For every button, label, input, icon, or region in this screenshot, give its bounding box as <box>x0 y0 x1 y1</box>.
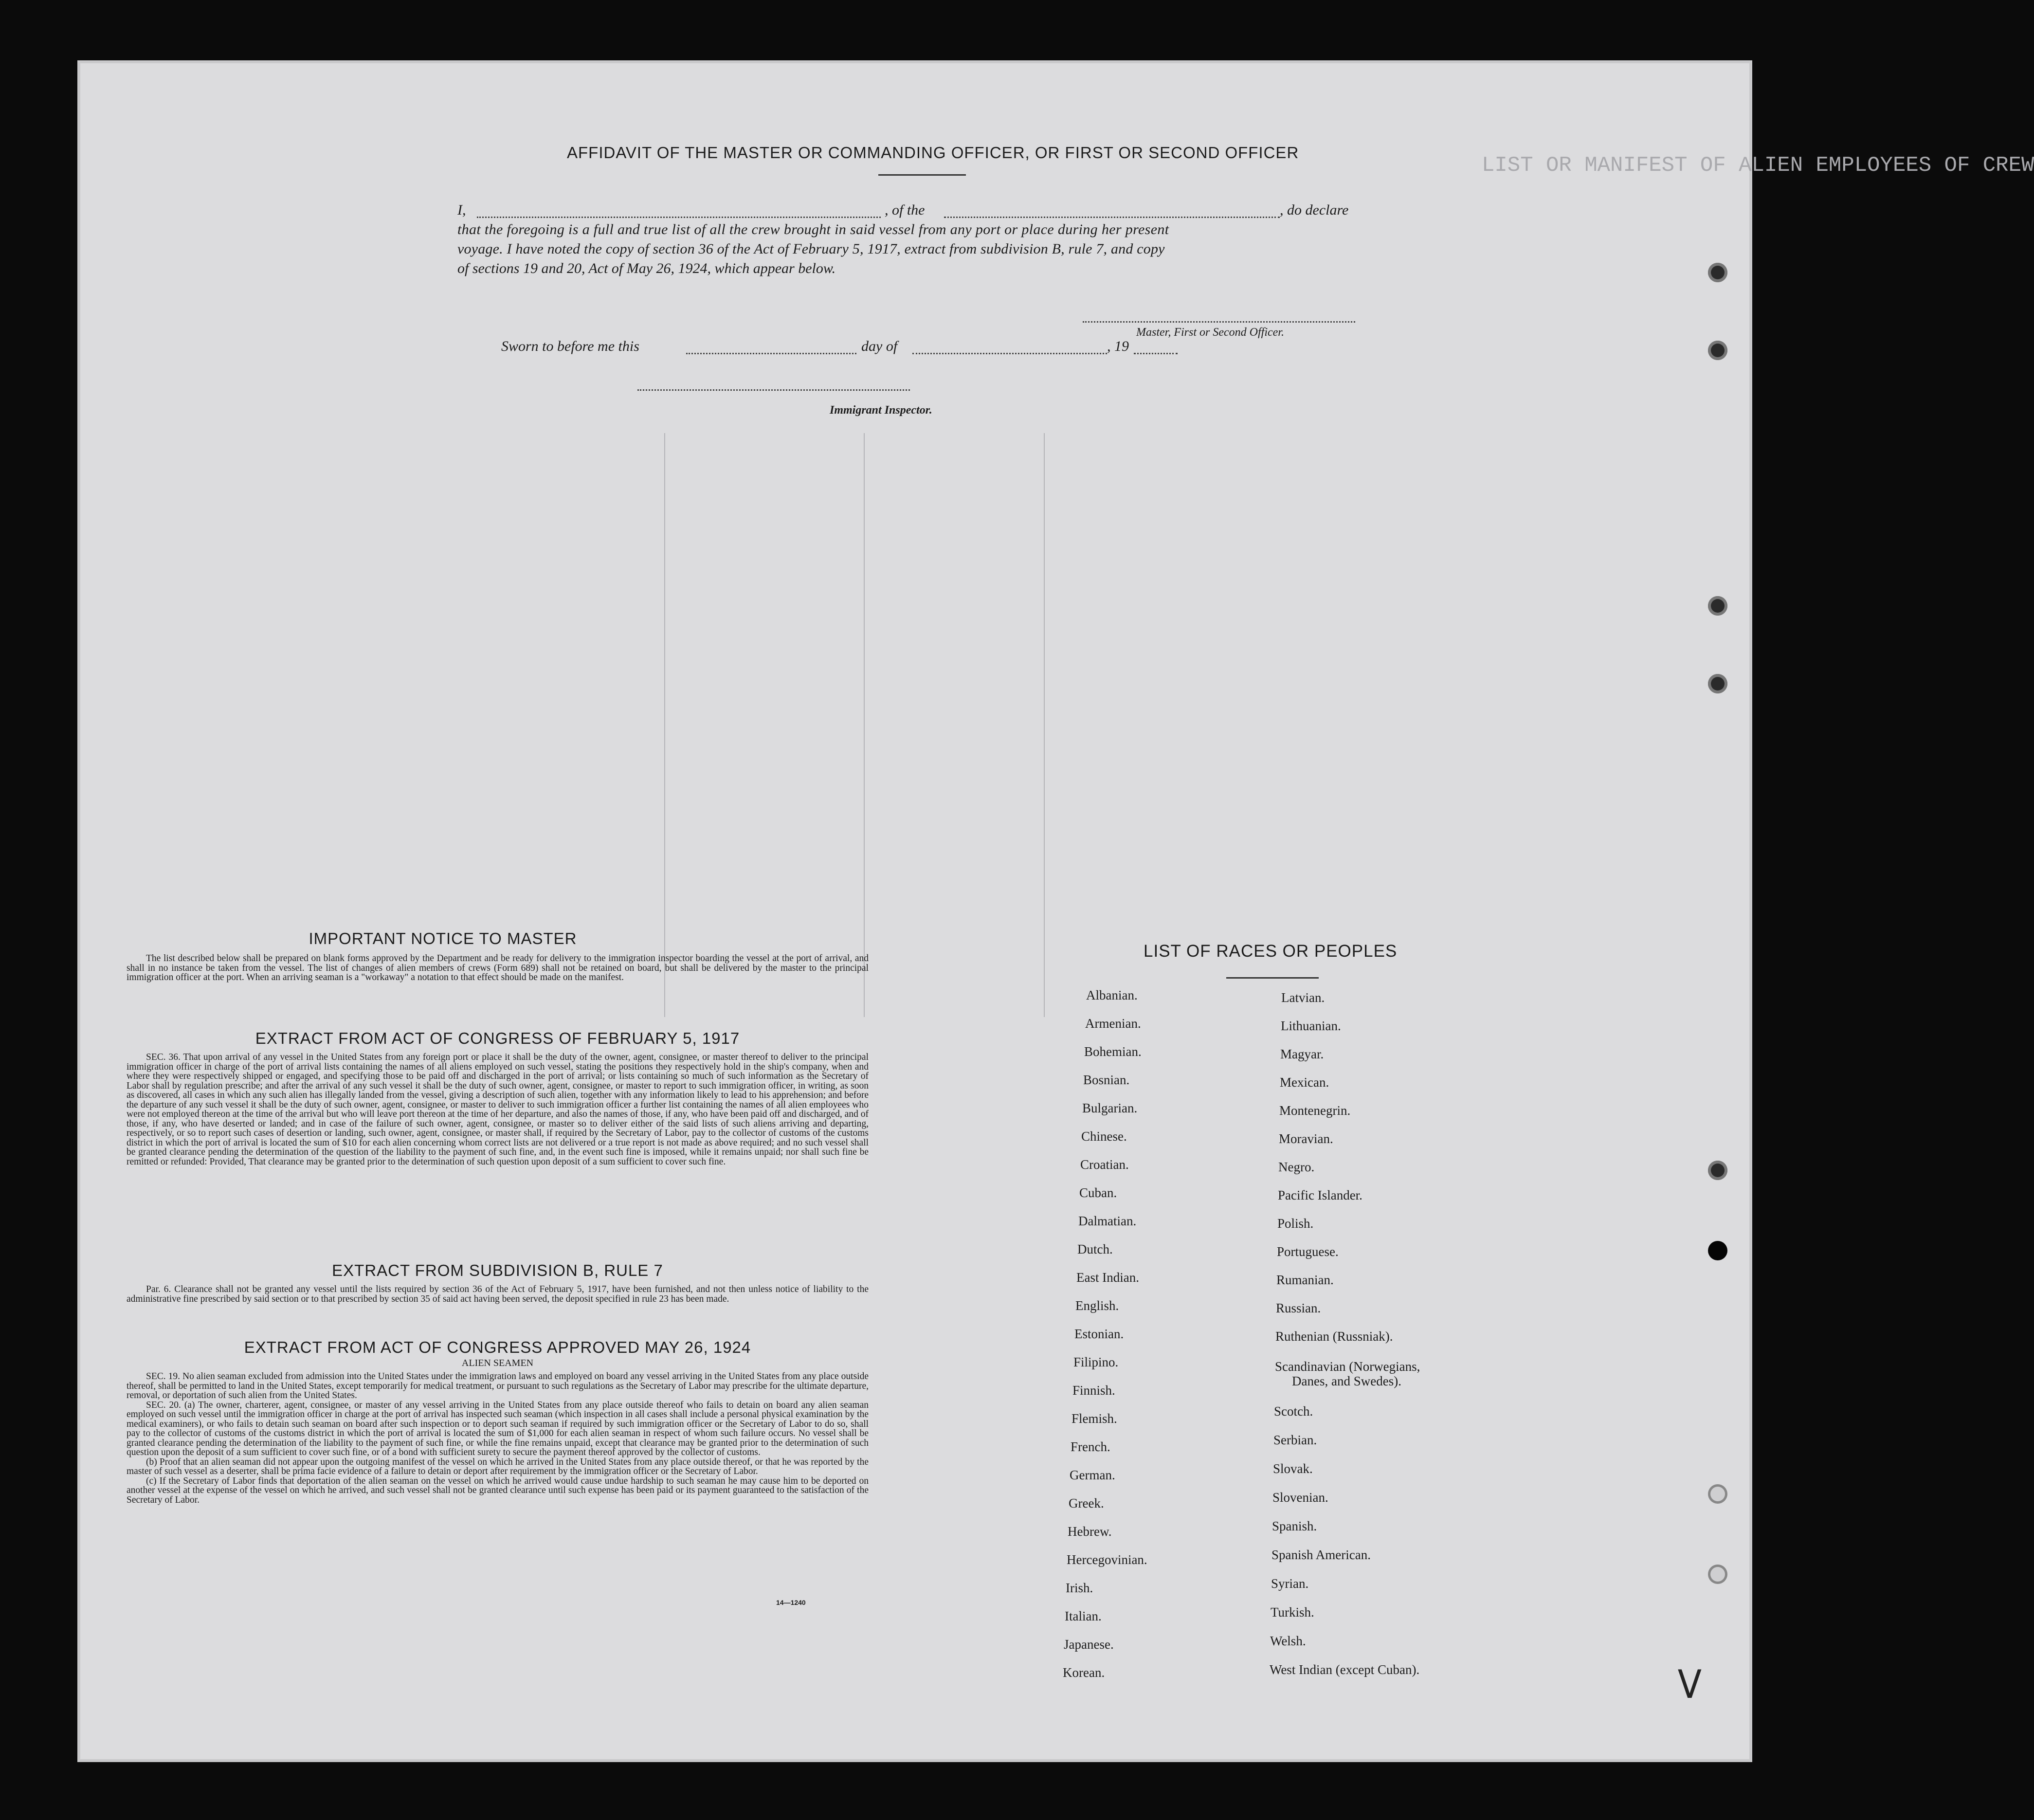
race-item: German. <box>1070 1468 1115 1482</box>
section-20b-paragraph: (b) Proof that an alien seaman did not appear upon the outgoing manifest of the vessel on which he arrived in the United States from any place outside thereof, or that he was reported by the master of such vessel as a deserter, shall be prima facie evidence of a failure to detain or deport after requirement by the immigration officer or the Secretary of Labor. <box>127 1456 869 1476</box>
race-item: Danes, and Swedes). <box>1292 1374 1401 1388</box>
punch-hole <box>1708 674 1727 693</box>
punch-hole <box>1708 263 1727 282</box>
race-item: Rumanian. <box>1276 1273 1334 1287</box>
year-prefix-text: , 19 <box>1107 338 1129 354</box>
race-item: Flemish. <box>1071 1411 1117 1426</box>
race-item: Pacific Islander. <box>1278 1188 1362 1202</box>
race-item: Finnish. <box>1072 1383 1115 1398</box>
master-signature-label: Master, First or Second Officer. <box>1136 326 1284 339</box>
extract-1917-section <box>127 1029 869 1166</box>
race-item: Albanian. <box>1086 988 1138 1002</box>
race-item: Dalmatian. <box>1078 1214 1137 1228</box>
race-item: Bohemian. <box>1084 1044 1142 1059</box>
affidavit-title-rule <box>878 174 966 176</box>
form-number: 14—1240 <box>776 1599 806 1606</box>
race-item: Hercegovinian. <box>1067 1552 1147 1567</box>
punch-hole <box>1708 1241 1727 1260</box>
section-20a-paragraph: SEC. 20. (a) The owner, charterer, agent, consignee, or master of any vessel arriving in the United States from any place outside thereof who fails to detain on board any alien seaman employed on such vessel until the immigration officer in charge at the port of arrival has inspected such seaman (which inspection in all cases shall include a personal physical examination by the medical examiners), or who fails to detain such seaman on board after such inspection or to deport such seaman if required by such immigration officer or the Secretary of Labor to do so, shall pay to the collector of customs of the customs district in which the port of arrival is located the sum of $1,000 for each alien seaman in respect of whom such failure occurs. No vessel shall be granted clearance pending the determination of the liability to the payment of such fine, or while the fine remains unpaid, except that clearance may be granted prior to the determination of such question upon the deposit of a sum sufficient to cover such fine, or of a bond with sufficient surety to secure the payment thereof approved by the collector of customs. <box>127 1400 869 1457</box>
race-item: Magyar. <box>1280 1047 1324 1061</box>
affidavit-line-2: that the foregoing is a full and true list of all the crew brought in said vessel from any port or place during her present <box>457 221 1169 237</box>
race-item: Dutch. <box>1077 1242 1113 1256</box>
notice-title: IMPORTANT NOTICE TO MASTER <box>309 929 577 947</box>
race-item: Moravian. <box>1279 1131 1333 1146</box>
section-36-paragraph: SEC. 36. That upon arrival of any vessel in the United States from any foreign port or place it shall be the duty of the owner, agent, consignee, or master thereof to deliver to the principal immigration officer in charge of the port of arrival lists containing the names of all aliens employed on such vessel, stating the positions they respectively hold in the ship's company, when and where they were respectively shipped or engaged, and specifying those to be paid off and discharged in the port of arrival; or lists containing so much of such information as the Secretary of Labor shall by regulation prescribe; and after the arrival of any such vessel it shall be the duty of such owner, agent, consignee, or master to report to such immigration officer, in writing, as soon as discovered, all cases in which any such alien has illegally landed from the vessel, giving a description of such alien, together with any information likely to lead to his apprehension; and before the departure of any such vessel it shall be the duty of such owner, agent, consignee, or master to deliver to such immigration officer a further list containing the names of all alien employees who were not employed thereon at the time of the arrival but who will leave port thereon at the time of her departure, and also the names of those, if any, who have been paid off and discharged, and of those, if any, who have deserted or landed; and in case of the failure of such owner, agent, consignee, or master so to deliver either of the said lists of such aliens arriving and departing, respectively, or so to report such cases of desertion or landing, such owner, agent, consignee, or master shall, if required by the Secretary of Labor, pay to the collector of customs of the customs district in which the port of arrival is located the sum of $10 for each alien concerning whom correct lists are not delivered or a true report is not made as above required; and no such vessel shall be granted clearance pending the determination of the question of the liability to the payment of such fine, and, in the event such fine is imposed, while it remains unpaid; nor shall such fine be remitted or refunded: Provided, That clearance may be granted prior to the determination of such question upon deposit of a sum sufficient to cover such fine. <box>127 1052 869 1167</box>
extract-1917-title: EXTRACT FROM ACT OF CONGRESS OF FEBRUARY 5, 1917 <box>255 1029 740 1047</box>
race-item: Cuban. <box>1079 1185 1117 1200</box>
handwritten-check-mark: V <box>1677 1662 1702 1707</box>
race-item: Welsh. <box>1270 1634 1306 1648</box>
race-item: Scotch. <box>1274 1404 1313 1419</box>
race-item: Slovenian. <box>1272 1490 1328 1505</box>
race-item: Slovak. <box>1273 1461 1313 1476</box>
extract-rule7-section <box>127 1261 869 1304</box>
race-item: Japanese. <box>1064 1637 1114 1652</box>
rule7-paragraph: Par. 6. Clearance shall not be granted any vessel until the lists required by section 36 of the Act of February 5, 1917, have been furnished, and not then unless notice of liability to the administrative fine prescribed by said section or to that prescribed by section 35 of said act having been served, the deposit specified in rule 23 has been made. <box>127 1284 869 1304</box>
race-item: Russian. <box>1276 1301 1321 1315</box>
affidavit-line-4: of sections 19 and 20, Act of May 26, 1924, which appear below. <box>457 260 836 276</box>
races-title-rule <box>1226 977 1319 979</box>
race-item: Spanish. <box>1272 1519 1317 1533</box>
extract-rule7-text <box>127 1285 869 1304</box>
extract-1924-section <box>127 1338 869 1505</box>
extract-1917-text <box>127 1053 869 1166</box>
race-item: French. <box>1071 1439 1110 1454</box>
race-item: Greek. <box>1069 1496 1104 1511</box>
alien-seamen-subtitle: ALIEN SEAMEN <box>461 1358 534 1368</box>
race-item: Spanish American. <box>1271 1547 1371 1562</box>
affidavit-i: I, <box>457 202 466 218</box>
race-item: Syrian. <box>1271 1576 1309 1591</box>
race-item: Hebrew. <box>1068 1524 1112 1539</box>
bleed-through-column <box>1044 433 1045 1017</box>
race-item: Irish. <box>1066 1581 1093 1595</box>
race-item: Montenegrin. <box>1279 1103 1351 1118</box>
race-item: West Indian (except Cuban). <box>1270 1662 1420 1677</box>
notice-paragraph: The list described below shall be prepared on blank forms approved by the Department and be ready for delivery to the immigration inspector boarding the vessel at the port of arrival, and shall in no instance be taken from the vessel. The list of changes of alien members of crews (Form 689) shall not be retained on board, but shall be delivered by the master to the principal immigration officer at the port. When an arriving seaman is a "workaway" a notation to that effect should be made on the manifest. <box>127 953 869 983</box>
race-item: Portuguese. <box>1277 1244 1339 1259</box>
punch-hole <box>1708 1565 1727 1584</box>
affidavit-title: AFFIDAVIT OF THE MASTER OR COMMANDING OFFICER, OR FIRST OR SECOND OFFICER <box>567 144 1299 162</box>
section-20c-paragraph: (c) If the Secretary of Labor finds that deportation of the alien seaman on the vessel on which he arrived would cause undue hardship to such seaman he may cause him to be deported on another vessel at the expense of the vessel on which he arrived, and such vessel shall not be granted clearance until such expense has been paid or its payment guaranteed to the satisfaction of the Secretary of Labor. <box>127 1475 869 1505</box>
race-item: Bulgarian. <box>1082 1101 1138 1115</box>
document-page <box>80 63 2034 1759</box>
punch-hole <box>1708 596 1727 616</box>
notice-text <box>127 954 869 983</box>
punch-hole <box>1708 1161 1727 1180</box>
sworn-month-field[interactable] <box>912 353 1107 354</box>
inspector-label: Immigrant Inspector. <box>830 404 932 417</box>
race-item: Turkish. <box>1271 1605 1314 1620</box>
race-item: Italian. <box>1065 1609 1102 1623</box>
affidavit-of-the: , of the <box>885 202 925 218</box>
notice-section <box>127 929 869 983</box>
sworn-line <box>501 338 1231 358</box>
race-item: East Indian. <box>1076 1270 1139 1285</box>
affidavit-line-1 <box>457 202 1470 221</box>
race-item: Armenian. <box>1085 1016 1141 1031</box>
race-item: Polish. <box>1277 1216 1314 1231</box>
race-item: Scandinavian (Norwegians, <box>1275 1359 1420 1374</box>
section-19-paragraph: SEC. 19. No alien seaman excluded from admission into the United States under the immigration laws and employed on board any vessel arriving in the United States from any place outside thereof, shall be permitted to land in the United States, except temporarily for medical treatment, or pursuant to such regulations as the Secretary of Labor may prescribe for the ultimate departure, removal, or deportation of such alien from the United States. <box>127 1371 869 1401</box>
race-item: Mexican. <box>1280 1075 1329 1090</box>
master-name-field[interactable] <box>477 217 881 218</box>
race-item: Lithuanian. <box>1281 1019 1341 1033</box>
race-item: Croatian. <box>1080 1157 1129 1172</box>
day-of-text: day of <box>861 338 898 354</box>
race-item: English. <box>1075 1298 1119 1313</box>
inspector-signature-field[interactable] <box>637 389 910 391</box>
master-signature-field[interactable] <box>1083 321 1355 323</box>
race-item: Negro. <box>1278 1160 1315 1174</box>
race-item: Bosnian. <box>1083 1073 1130 1087</box>
vessel-name-field[interactable] <box>944 217 1280 218</box>
sworn-day-field[interactable] <box>686 353 856 354</box>
race-item: Ruthenian (Russniak). <box>1275 1329 1393 1344</box>
race-item: Filipino. <box>1073 1355 1119 1369</box>
race-item: Latvian. <box>1281 990 1325 1005</box>
extract-1924-text <box>127 1372 869 1505</box>
extract-1924-title: EXTRACT FROM ACT OF CONGRESS APPROVED MAY 26, 1924 <box>244 1338 751 1356</box>
race-item: Chinese. <box>1081 1129 1127 1144</box>
punch-hole <box>1708 1484 1727 1504</box>
sworn-year-field[interactable] <box>1134 353 1178 354</box>
affidavit-line-3: voyage. I have noted the copy of section 36 of the Act of February 5, 1917, extract from subdivision B, rule 7, and copy <box>457 241 1165 257</box>
races-title: LIST OF RACES OR PEOPLES <box>1144 942 1398 961</box>
extract-rule7-title: EXTRACT FROM SUBDIVISION B, RULE 7 <box>332 1261 663 1279</box>
punch-hole <box>1708 341 1727 360</box>
race-item: Estonian. <box>1074 1327 1124 1341</box>
affidavit-declare: , do declare <box>1280 202 1349 218</box>
sworn-before-text: Sworn to before me this <box>501 338 639 354</box>
race-item: Korean. <box>1063 1665 1105 1680</box>
race-item: Serbian. <box>1273 1433 1317 1447</box>
bleed-through-text: LIST OR MANIFEST OF ALIEN EMPLOYEES OF CREW <box>1482 153 2034 178</box>
